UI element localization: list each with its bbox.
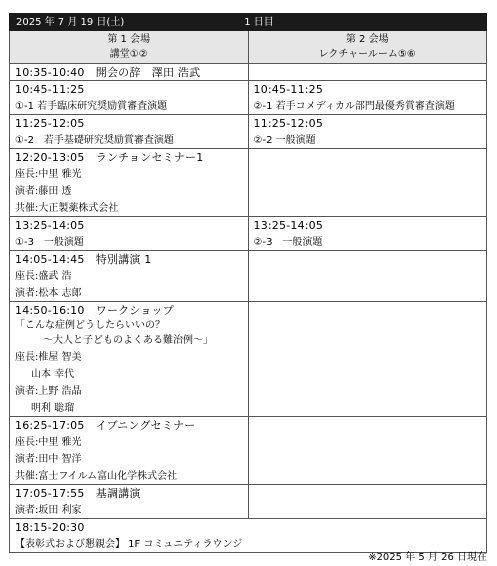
- session-speaker: 演者:上野 浩晶: [15, 386, 82, 397]
- session-speaker: 演者:田中 智洋: [15, 454, 82, 465]
- schedule-header: [10, 14, 487, 31]
- session-cell-room1: [10, 217, 249, 251]
- session-title: ①-3 一般演題: [15, 237, 84, 248]
- session-time: 18:15-20:30: [15, 521, 85, 534]
- session-title: ②-2 一般演題: [253, 135, 316, 146]
- session-cell-room2: [248, 81, 487, 115]
- session-row: [10, 64, 487, 81]
- room-header-row: [10, 31, 487, 64]
- session-title: ①-1 若手臨床研究奨励賞審査演題: [15, 101, 168, 112]
- session-cell-room1: [10, 302, 249, 417]
- session-row: [10, 417, 487, 485]
- session-title: 【表彰式および懇親会】 1F コミュニティラウンジ: [15, 539, 243, 550]
- session-chair: 座長:中里 雅光: [15, 437, 82, 448]
- session-speaker-2: 明利 聡瑠: [31, 403, 75, 414]
- session-cell-room1: [10, 149, 249, 217]
- session-chair: 座長:中里 雅光: [15, 169, 82, 180]
- session-sponsor: 共催:富士フイルム富山化学株式会社: [15, 471, 178, 482]
- session-cell-room2: [248, 217, 487, 251]
- room1-header: [10, 31, 249, 64]
- session-chair: 座長:椎屋 智美: [15, 352, 82, 363]
- session-title: ①-2 若手基礎研究奨励賞審査演題: [15, 135, 174, 146]
- session-sponsor: 共催:大正製薬株式会社: [15, 203, 119, 214]
- session-chair: 座長:盛武 浩: [15, 271, 72, 282]
- session-title: ②-1 若手コメディカル部門最優秀賞審査演題: [253, 101, 455, 112]
- session-cell-room2: [248, 302, 487, 417]
- schedule-date: 2025 年 7 月 19 日(土): [16, 17, 125, 28]
- session-time: 11:25-12:05: [15, 117, 85, 130]
- session-cell-room1: [10, 81, 249, 115]
- room1-name: 第 1 会場: [107, 34, 151, 45]
- session-cell-room2: [248, 485, 487, 519]
- session-cell-room1: [10, 417, 249, 485]
- session-row: [10, 115, 487, 149]
- session-time: 11:25-12:05: [253, 117, 324, 130]
- workshop-title-1: 「こんな症例どうしたらいいの？: [15, 320, 165, 331]
- session-title: 16:25-17:05 イブニングセミナー: [15, 419, 196, 432]
- session-time: 13:25-14:05: [253, 219, 324, 232]
- session-cell-room2: [248, 115, 487, 149]
- session-speaker: 演者:坂田 利家: [15, 505, 82, 516]
- room2-place: レクチャールーム⑤⑥: [318, 49, 416, 60]
- session-row: [10, 251, 487, 302]
- session-title: 14:50-16:10 ワークショップ: [15, 304, 174, 317]
- session-title: 14:05-14:45 特別講演 1: [15, 253, 152, 266]
- schedule-header-row: [10, 14, 487, 31]
- session-time: 13:25-14:05: [15, 219, 85, 232]
- session-row: [10, 302, 487, 417]
- session-chair-2: 山本 幸代: [31, 369, 75, 380]
- schedule-table: [9, 13, 487, 553]
- workshop-title-2: ～大人と子どものよくある難治例～」: [43, 335, 213, 346]
- as-of-note: ※2025 年 5 月 26 日現在: [368, 552, 487, 563]
- schedule-day: 1 日目: [244, 17, 274, 28]
- session-line: 10:35-10:40 開会の辞 澤田 浩武: [15, 66, 201, 79]
- session-cell-room1: [10, 64, 249, 81]
- session-cell-room2: [248, 417, 487, 485]
- session-speaker: 演者:藤田 透: [15, 186, 72, 197]
- session-row: [10, 485, 487, 519]
- session-time: 10:45-11:25: [15, 83, 85, 96]
- session-speaker: 演者:松本 志郎: [15, 288, 82, 299]
- session-time: 10:45-11:25: [253, 83, 324, 96]
- session-cell-room1: [10, 115, 249, 149]
- session-cell-room1: [10, 485, 249, 519]
- session-row: [10, 81, 487, 115]
- session-cell-room1: [10, 251, 249, 302]
- room1-place: 講堂①②: [109, 49, 148, 60]
- session-cell-room2: [248, 149, 487, 217]
- session-cell-room2: [248, 251, 487, 302]
- session-cell-room2: [248, 64, 487, 81]
- room2-name: 第 2 会場: [345, 34, 389, 45]
- session-title: 12:20-13:05 ランチョンセミナー1: [15, 151, 204, 164]
- session-row: [10, 149, 487, 217]
- room2-header: [248, 31, 487, 64]
- session-title: 17:05-17:55 基調講演: [15, 487, 141, 500]
- session-title: ②-3 一般演題: [253, 237, 323, 248]
- session-row: [10, 217, 487, 251]
